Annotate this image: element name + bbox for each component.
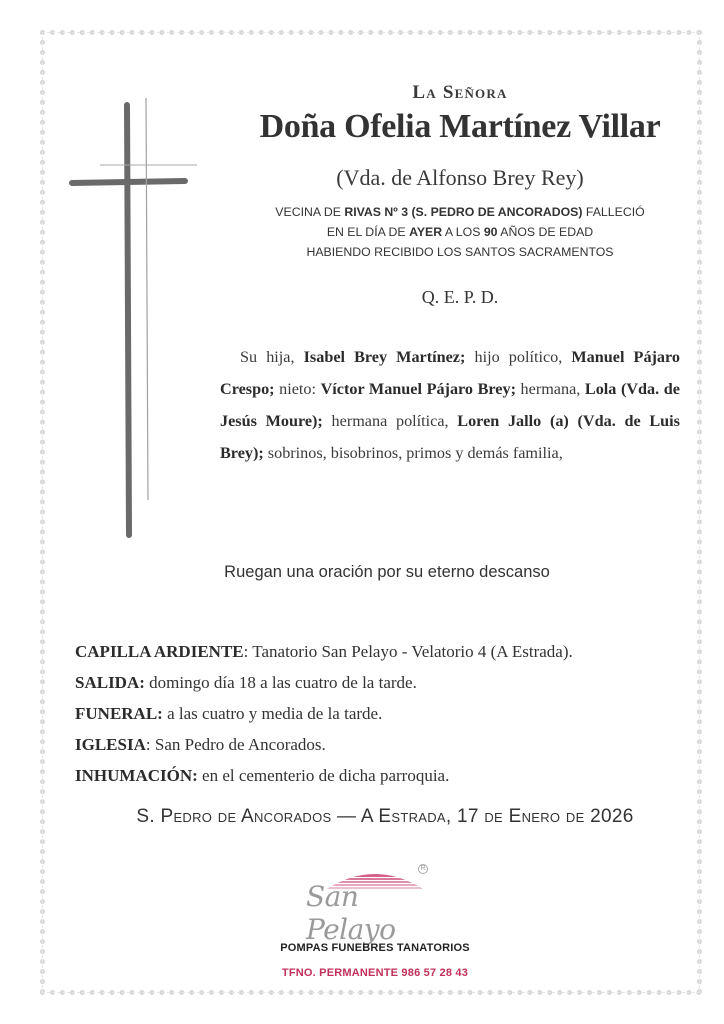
title-prefix: La Señora [412,82,508,103]
dateline: S. Pedro de Ancorados — A Estrada, 17 de Enero de 2026 [136,806,634,827]
registered-icon: R [418,864,428,874]
detail-funeral: FUNERAL: a las cuatro y media de la tarde. [75,704,383,723]
death-info [240,202,680,262]
prayer-request: Ruegan una oración por su eterno descanso [224,563,550,581]
phone-number: TFNO. PERMANENTE 986 57 28 43 [281,967,469,979]
info-line-2: EN EL DÍA DE AYER A LOS 90 AÑOS DE EDAD [326,225,594,239]
cross-icon [60,95,210,545]
family-paragraph: Su hija, Isabel Brey Martínez; hijo político, Manuel Pájaro Crespo; nieto: Víctor Manuel Pájaro Brey; hermana, Lola (Vda. de Jesús Moure); hermana política, Loren Jallo (a) (Vda. de Luis Brey); sobrinos, bisobrinos, primos y demás familia, [220,348,681,462]
funeral-details [75,640,695,795]
info-line-1: VECINA DE RIVAS Nº 3 (S. PEDRO DE ANCORADOS) FALLECIÓ [275,205,645,219]
info-line-3: HABIENDO RECIBIDO LOS SANTOS SACRAMENTOS [306,245,614,259]
company-name: POMPAS FUNEBRES TANATORIOS [280,942,470,954]
detail-inhumacion: INHUMACIÓN: en el cementerio de dicha parroquia. [75,766,450,785]
logo-wordmark: San Pelayo [306,880,396,946]
deceased-name: Doña Ofelia Martínez Villar [259,108,661,145]
detail-salida: SALIDA: domingo día 18 a las cuatro de la tarde. [75,673,417,692]
san-pelayo-logo [300,860,450,946]
detail-iglesia: IGLESIA: San Pedro de Ancorados. [75,735,326,754]
widow-of: (Vda. de Alfonso Brey Rey) [336,165,584,190]
qepd: Q. E. P. D. [421,287,499,307]
detail-capilla: CAPILLA ARDIENTE: Tanatorio San Pelayo - Velatorio 4 (A Estrada). [75,642,573,661]
